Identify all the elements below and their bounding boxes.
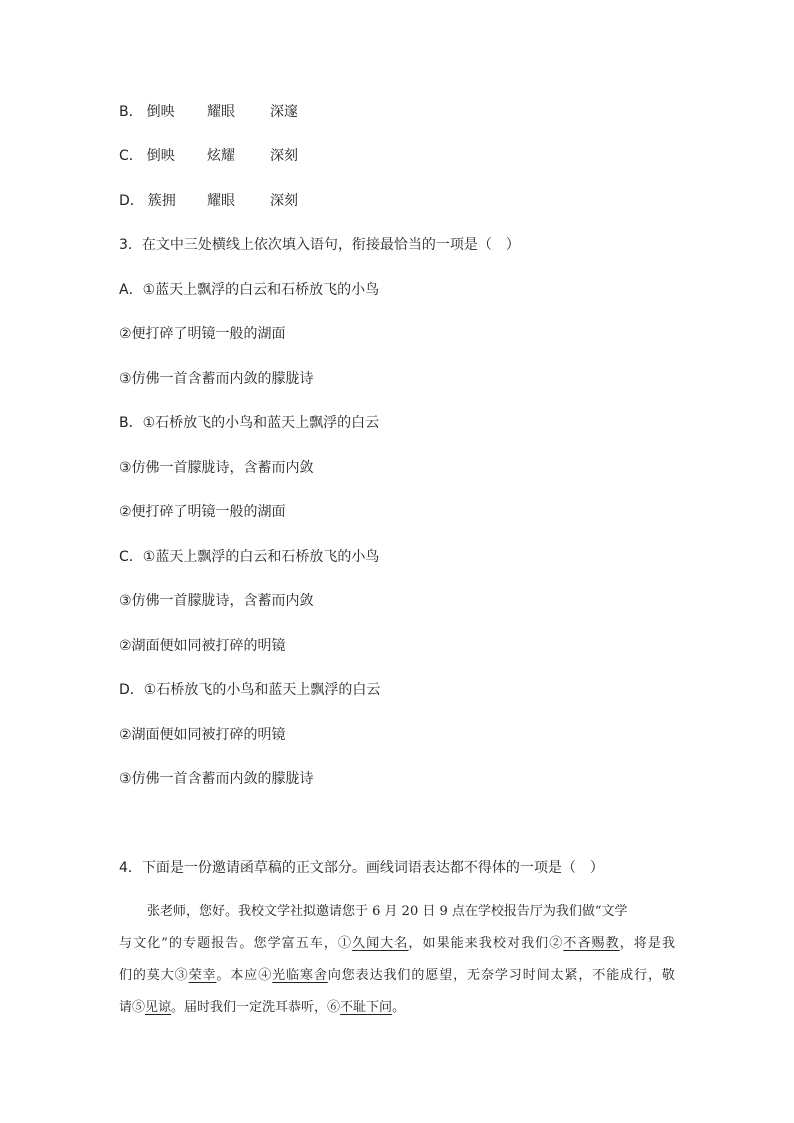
option-word-3: 深邃 — [270, 104, 298, 120]
option-letter: D． — [119, 193, 144, 209]
passage-line-4 — [119, 998, 405, 1018]
option-word-3: 深刻 — [270, 193, 298, 209]
underlined-phrase: 不耻下问 — [340, 1000, 393, 1015]
q4-stem: 4．下面是一份邀请函草稿的正文部分。画线词语表达都不得体的一项是（ ） — [119, 860, 604, 876]
option-word-2: 耀眼 — [207, 193, 235, 209]
q2-option-d — [119, 191, 298, 211]
q3-stem: 3．在文中三处横线上依次填入语句，衔接最恰当的一项是（ ） — [119, 237, 520, 253]
q3-line: ②便打碎了明镜一般的湖面 — [119, 326, 286, 342]
passage-text: 与文化”的专题报告。您学富五车，① — [119, 936, 353, 951]
passage-text: 。届时我们一定洗耳恭听，⑥ — [171, 1000, 341, 1015]
q3-line: ③仿佛一首含蓄而内敛的朦胧诗 — [119, 771, 314, 787]
q3-line: B．①石桥放飞的小鸟和蓝天上飘浮的白云 — [119, 415, 380, 431]
q3-line: ②湖面便如同被打碎的明镜 — [119, 638, 286, 654]
option-word-2: 炫耀 — [207, 148, 235, 164]
q3-line: ②湖面便如同被打碎的明镜 — [119, 727, 286, 743]
passage-text: ，将是我 — [619, 936, 675, 951]
q3-line: ②便打碎了明镜一般的湖面 — [119, 504, 286, 520]
option-letter: C． — [119, 148, 143, 164]
passage-text: 请⑤ — [119, 1000, 146, 1015]
q3-line: ③仿佛一首朦胧诗，含蓄而内敛 — [119, 593, 314, 609]
q3-line: A．①蓝天上飘浮的白云和石桥放飞的小鸟 — [119, 282, 380, 298]
underlined-phrase: 荣幸 — [188, 968, 217, 983]
passage-text: 。 — [392, 1000, 406, 1015]
q3-line: ③仿佛一首朦胧诗，含蓄而内敛 — [119, 460, 314, 476]
passage-line-3 — [119, 966, 675, 986]
option-letter: B． — [119, 104, 143, 120]
q3-line: C．①蓝天上飘浮的白云和石桥放飞的小鸟 — [119, 549, 380, 565]
underlined-phrase: 久闻大名 — [352, 936, 409, 951]
passage-text: 。本应④ — [216, 968, 273, 983]
option-word-1: 倒映 — [146, 148, 175, 164]
underlined-phrase: 见谅 — [145, 1000, 172, 1015]
option-word-1: 簇拥 — [147, 193, 176, 209]
q3-line: ③仿佛一首含蓄而内敛的朦胧诗 — [119, 371, 314, 387]
option-word-2: 耀眼 — [207, 104, 235, 120]
q2-option-c — [119, 146, 298, 166]
passage-line-2 — [119, 934, 675, 954]
passage-text: ，如果能来我校对我们② — [408, 936, 564, 951]
passage-text: 向您表达我们的愿望，无奈学习时间太紧，不能成行，敬 — [327, 968, 675, 983]
option-word-3: 深刻 — [270, 148, 298, 164]
q3-line: D．①石桥放飞的小鸟和蓝天上飘浮的白云 — [119, 682, 381, 698]
passage-line-1: 张老师，您好。我校文学社拟邀请您于 6 月 20 日 9 点在学校报告厅为我们做“文学 — [147, 904, 628, 919]
passage-text: 们的莫大③ — [119, 968, 189, 983]
underlined-phrase: 光临寒舍 — [272, 968, 328, 983]
option-word-1: 倒映 — [146, 104, 175, 120]
underlined-phrase: 不吝赐教 — [563, 936, 620, 951]
q2-option-b — [119, 102, 298, 122]
